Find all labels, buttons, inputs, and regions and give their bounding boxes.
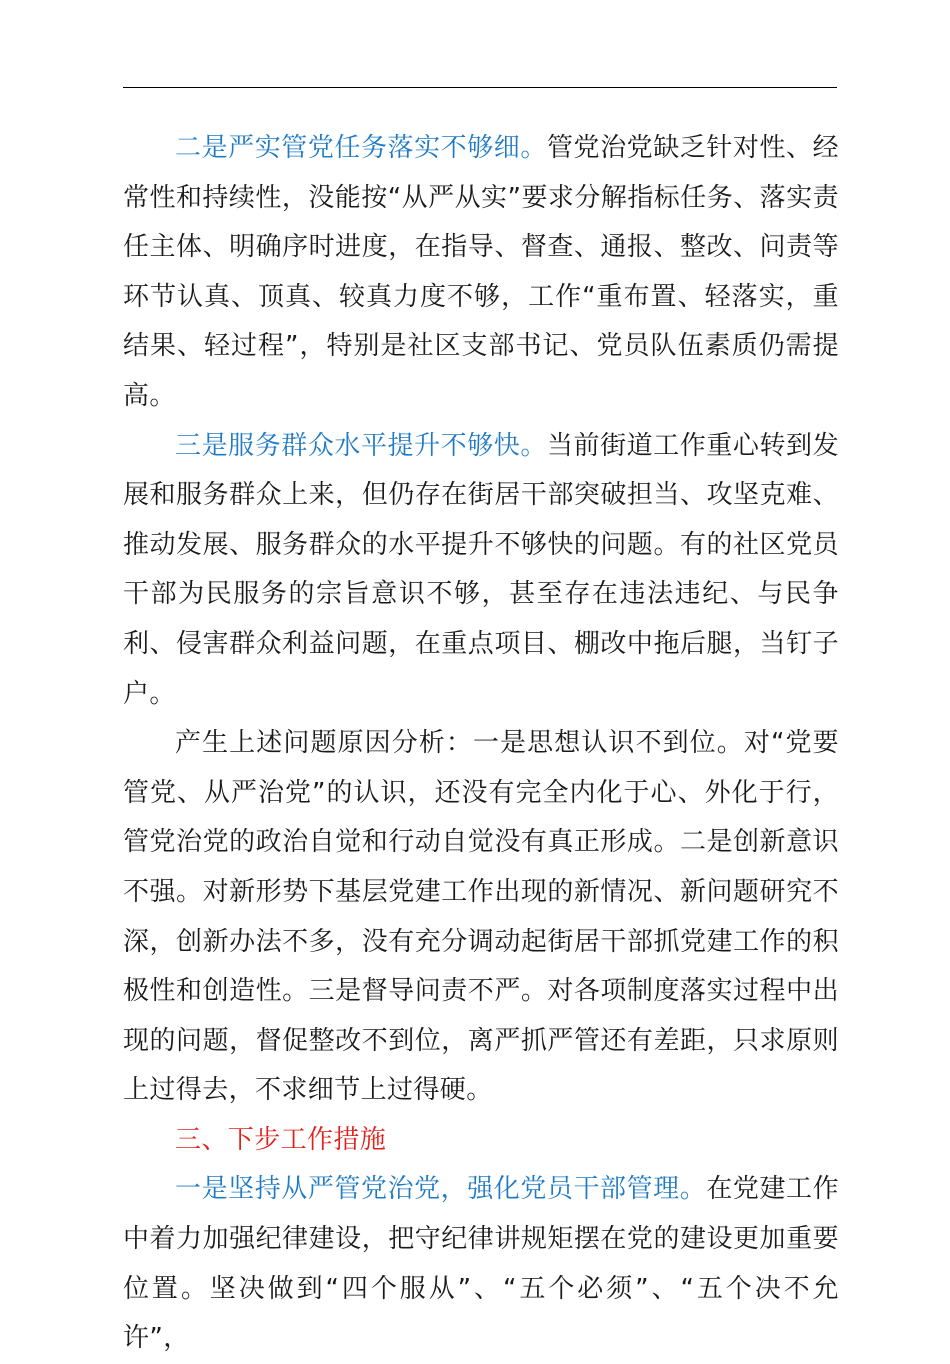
paragraph-text: 当前街道工作重心转到发展和服务群众上来，但仍存在街居干部突破担当、攻坚克难、推动发展、服务群众的水平提升不够快的问题。有的社区党员干部为民服务的宗旨意识不够，甚至存在违法违纪、与民争利、侵害群众利益问题，在重点项目、棚改中拖后腿，当钉子户。 [123,430,839,709]
paragraph-text: 管党治党缺乏针对性、经常性和持续性，没能按“从严从实”要求分解指标任务、落实责任主体、明确序时进度，在指导、督查、通报、整改、问责等环节认真、顶真、较真力度不够，工作“重布置、轻落实，重结果、轻过程”，特别是社区支部书记、党员队伍素质仍需提高。 [123,133,839,411]
paragraph-measure-1 [123,1165,839,1363]
header-rule [123,87,837,88]
paragraph-lead: 三是服务群众水平提升不够快。 [175,430,547,461]
paragraph-issue-3 [123,422,839,720]
paragraph-text: 在党建工作中着力加强纪律建设，把守纪律讲规矩摆在党的建设更加重要位置。坚决做到“四个服从”、“五个必须”、“五个决不允许”， [123,1174,839,1354]
paragraph-text: 产生上述问题原因分析：一是思想认识不到位。对“党要管党、从严治党”的认识，还没有完全内化于心、外化于行，管党治党的政治自觉和行动自觉没有真正形成。二是创新意识不强。对新形势下基层党建工作出现的新情况、新问题研究不深，创新办法不多，没有充分调动起街居干部抓党建工作的积极性和创造性。三是督导问责不严。对各项制度落实过程中出现的问题，督促整改不到位，离严抓严管还有差距，只求原则上过得去，不求细节上过得硬。 [123,728,839,1106]
paragraph-lead: 二是严实管党任务落实不够细。 [175,133,547,163]
paragraph-cause-analysis [123,719,839,1116]
paragraph-issue-2 [123,124,839,422]
section-heading: 三、下步工作措施 [175,1124,387,1155]
document-body [123,124,839,1364]
paragraph-lead: 一是坚持从严管党治党，强化党员干部管理。 [175,1174,707,1205]
